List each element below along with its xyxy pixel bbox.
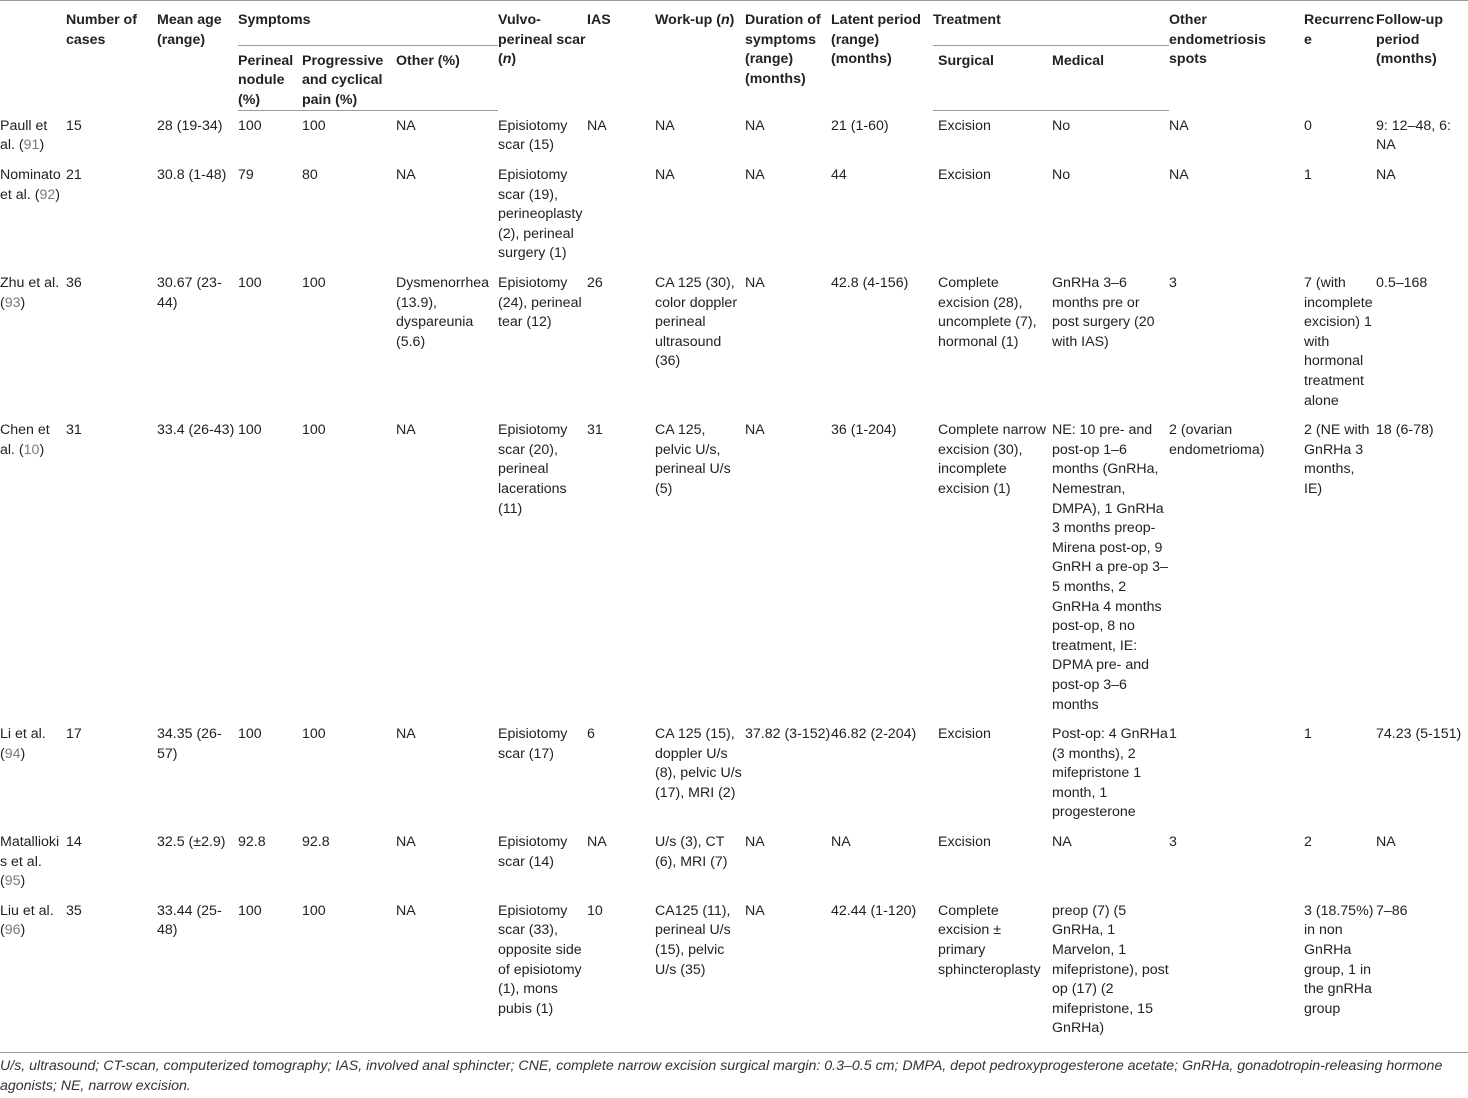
cell-nodule: 100: [238, 118, 262, 135]
cell-duration: NA: [745, 902, 765, 919]
cell-duration: NA: [745, 422, 765, 439]
cell-nodule: 92.8: [238, 834, 266, 851]
cell-scar: Episiotomy scar (20), perineal lacerations (11): [498, 422, 568, 517]
cell-medical: NE: 10 pre- and post-op 1–6 months (GnRHa, Nemestran, DMPA), 1 GnRHa 3 months preop-Mirena post-op, 9 GnRH a pre-op 3–5 months, 2 GnRHa 4 months post-op, 8 no treatment, IE: DPMA pre- and post-op 3–6 months: [1052, 422, 1168, 713]
header-other-label: Other (%): [396, 52, 460, 69]
table-row: [0, 828, 1468, 897]
cell-medical: GnRHa 3–6 months pre or post surgery (20 with IAS): [1052, 275, 1155, 350]
cell-medical: Post-op: 4 GnRHa (3 months), 2 mifepristone 1 month, 1 progesterone: [1052, 726, 1168, 821]
header-followup: [1376, 1, 1468, 111]
cell-workup: CA125 (11), perineal U/s (15), pelvic U/s (35): [655, 902, 731, 978]
header-cases: [66, 1, 152, 111]
header-pain: [302, 45, 396, 111]
header-age: [152, 1, 238, 111]
cell-surgical: Excision: [938, 167, 991, 184]
cell-followup: 0.5–168: [1376, 275, 1428, 292]
study-ref-link[interactable]: 94: [4, 745, 21, 762]
table-row: [0, 416, 1468, 720]
header-symptoms-label: Symptoms: [238, 12, 311, 28]
cell-latent: 46.82 (2-204): [831, 726, 917, 743]
cell-ias: 31: [587, 422, 603, 439]
cell-age: 30.67 (23-44): [157, 275, 222, 311]
header-medical-label: Medical: [1052, 52, 1105, 69]
cell-nodule: 100: [238, 726, 262, 743]
header-workup-label: Work-up (: [655, 12, 721, 28]
cell-followup: 18 (6-78): [1376, 422, 1434, 439]
cell-followup: 7–86: [1376, 902, 1408, 919]
cell-recurrence: 2 (NE with GnRHa 3 months, IE): [1304, 422, 1370, 497]
cell-scar: Episiotomy (24), perineal tear (12): [498, 275, 582, 331]
cell-study: Paull et al. (91): [0, 117, 48, 154]
cell-followup: NA: [1376, 834, 1396, 851]
cell-workup: CA 125 (30), color doppler perineal ultrasound (36): [655, 275, 738, 370]
cell-scar: Episiotomy scar (14): [498, 834, 568, 870]
cell-pain: 100: [302, 902, 326, 919]
cell-surgical: Complete excision ± primary sphincteroplasty: [938, 902, 1041, 978]
header-ias: [587, 1, 655, 111]
study-name: Paull et al.: [0, 117, 48, 154]
cell-recurrence: 1: [1304, 167, 1312, 184]
header-scar-label: Vulvo-perineal scar (: [498, 12, 586, 68]
study-name: Nominato et al.: [0, 167, 61, 203]
cell-pain: 100: [302, 118, 326, 135]
study-name: Li et al.: [0, 726, 46, 743]
cell-duration: NA: [745, 275, 765, 292]
header-scar: [498, 1, 587, 111]
cell-other: NA: [396, 726, 416, 743]
study-name: Chen et al.: [0, 422, 50, 458]
cell-cases: 21: [66, 167, 82, 184]
study-name: Zhu et al.: [0, 275, 60, 292]
cell-spots: [1169, 897, 1304, 1044]
cell-followup: 9: 12–48, 6: NA: [1376, 117, 1451, 154]
study-ref-link[interactable]: 92: [39, 186, 56, 203]
header-surgical: [933, 45, 1047, 111]
cell-other: NA: [396, 118, 416, 135]
cell-other: Dysmenorrhea (13.9), dyspareunia (5.6): [396, 275, 490, 350]
cell-duration: NA: [745, 167, 765, 184]
cell-recurrence: 0: [1304, 117, 1312, 134]
cell-surgical: Excision: [938, 118, 991, 135]
cell-ias: [587, 161, 655, 269]
cell-nodule: 100: [238, 422, 262, 439]
header-scar-close: ): [511, 51, 517, 68]
study-ref-link[interactable]: 93: [4, 294, 21, 311]
cell-age: 33.4 (26-43): [157, 422, 235, 439]
cell-cases: 31: [66, 422, 82, 439]
cell-other: NA: [396, 902, 416, 919]
cell-scar: Episiotomy scar (17): [498, 726, 568, 762]
study-ref-link[interactable]: 10: [23, 441, 40, 458]
cell-age: 32.5 (±2.9): [157, 834, 226, 851]
cell-latent: 42.8 (4-156): [831, 275, 909, 292]
header-ias-label: IAS: [587, 12, 611, 28]
header-workup: [655, 1, 745, 111]
cell-recurrence: 2: [1304, 834, 1312, 851]
cell-surgical: Complete narrow excision (30), incomplete excision (1): [938, 422, 1047, 497]
cell-followup: 74.23 (5-151): [1376, 726, 1462, 743]
header-workup-n: n: [720, 12, 730, 28]
cell-spots: 3: [1169, 275, 1177, 292]
cell-workup: CA 125 (15), doppler U/s (8), pelvic U/s (17), MRI (2): [655, 726, 742, 801]
header-scar-n: n: [502, 51, 512, 68]
cell-workup: NA: [655, 167, 675, 184]
cell-cases: 36: [66, 275, 82, 292]
cell-followup: NA: [1376, 167, 1396, 184]
header-latent: [831, 1, 933, 111]
study-name: Liu et al.: [0, 902, 54, 919]
cell-latent: 42.44 (1-120): [831, 902, 917, 919]
cell-spots: NA: [1169, 117, 1189, 134]
cell-study: Chen et al. (10): [0, 422, 50, 458]
cell-other: NA: [396, 834, 416, 851]
table-bottom-rule: [0, 1052, 1468, 1053]
cell-ias: 10: [587, 902, 603, 919]
header-pain-label: Progressive and cyclical pain (%): [302, 52, 384, 108]
cell-latent: 21 (1-60): [831, 117, 889, 134]
cell-spots: NA: [1169, 167, 1189, 184]
cell-nodule: 79: [238, 167, 254, 184]
cell-cases: 17: [66, 726, 82, 743]
header-cases-label: Number of cases: [66, 12, 137, 48]
cell-cases: 14: [66, 834, 82, 851]
cell-recurrence: 3 (18.75%) in non GnRHa group, 1 in the gnRHa group: [1304, 902, 1374, 1017]
header-workup-close: ): [729, 12, 735, 28]
cell-medical: No: [1052, 167, 1071, 184]
study-ref-link[interactable]: 95: [4, 873, 21, 890]
header-row-1: [0, 1, 1468, 46]
cell-nodule: 100: [238, 902, 262, 919]
cell-ias: NA: [587, 117, 607, 134]
cell-latent: 36 (1-204): [831, 422, 897, 439]
cell-latent: 44: [831, 167, 847, 184]
header-treatment-label: Treatment: [933, 12, 1001, 28]
cell-pain: 92.8: [302, 834, 330, 851]
cell-study: Matalliokis et al. (95): [0, 834, 60, 890]
cell-study: Li et al. (94): [0, 726, 46, 762]
cell-surgical: Excision: [938, 726, 991, 743]
cell-scar: Episiotomy scar (33), opposite side of episiotomy (1), mons pubis (1): [498, 902, 582, 1017]
cell-ias: NA: [587, 834, 607, 851]
cell-workup: CA 125, pelvic U/s, perineal U/s (5): [655, 422, 731, 497]
cell-pain: 80: [302, 167, 318, 184]
header-nodule-label: Perineal nodule (%): [238, 52, 294, 108]
cell-spots: 3: [1169, 834, 1177, 851]
cell-study: Liu et al. (96): [0, 902, 54, 939]
cell-workup: NA: [655, 117, 675, 134]
cell-medical: NA: [1052, 834, 1072, 851]
cell-cases: 15: [66, 117, 82, 134]
cell-latent: NA: [831, 834, 851, 851]
cell-scar: Episiotomy scar (15): [498, 117, 568, 154]
cell-pain: 100: [302, 275, 326, 292]
cell-age: 30.8 (1-48): [157, 167, 227, 184]
header-treatment: [933, 1, 1169, 46]
cell-ias: 6: [587, 726, 595, 743]
header-recurrence: [1304, 1, 1376, 111]
header-study: [0, 1, 66, 111]
cell-cases: 35: [66, 902, 82, 919]
header-other-spots-label: Other endometriosis spots: [1169, 12, 1266, 68]
header-other-spots: [1169, 1, 1304, 111]
table-row: [0, 269, 1468, 416]
cell-spots: 2 (ovarian endometrioma): [1169, 422, 1265, 458]
header-other: [396, 45, 498, 111]
cell-pain: 100: [302, 422, 326, 439]
cell-age: 33.44 (25-48): [157, 902, 222, 939]
table-row: [0, 161, 1468, 269]
header-medical: [1047, 45, 1169, 111]
cell-surgical: Excision: [938, 834, 991, 851]
header-duration-label: Duration of symptoms (range) (months): [745, 12, 821, 87]
header-nodule: [238, 45, 302, 111]
header-surgical-label: Surgical: [938, 52, 994, 69]
header-symptoms: [238, 1, 498, 46]
cell-study: Zhu et al. (93): [0, 275, 60, 311]
cell-scar: Episiotomy scar (19), perineoplasty (2), perineal surgery (1): [498, 167, 583, 262]
cell-ias: 26: [587, 275, 603, 292]
header-followup-label: Follow-up period (months): [1376, 12, 1443, 68]
cell-age: 34.35 (26-57): [157, 726, 222, 762]
table-row: [0, 111, 1468, 161]
cell-medical: No: [1052, 118, 1071, 135]
study-name: Matalliokis et al.: [0, 834, 60, 870]
header-recurrence-label: Recurrence: [1304, 12, 1375, 48]
cell-duration: NA: [745, 117, 765, 134]
cell-pain: 100: [302, 726, 326, 743]
table-row: [0, 897, 1468, 1044]
cell-duration: NA: [745, 834, 765, 851]
table-footnote: U/s, ultrasound; CT-scan, computerized tomography; IAS, involved anal sphincter; CNE, complete narrow excision surgical margin: 0.3–0.5 cm; DMPA, depot pedroxyprogesterone acetate; GnRHa, gonadotropin-releasing hormone agonists; NE, narrow excision.: [0, 1058, 1443, 1094]
table-row: [0, 720, 1468, 828]
cell-other: NA: [396, 422, 416, 439]
cell-nodule: 100: [238, 275, 262, 292]
header-age-label: Mean age (range): [157, 12, 222, 48]
cell-workup: U/s (3), CT (6), MRI (7): [655, 834, 728, 870]
study-ref-link[interactable]: 91: [23, 137, 40, 154]
cell-study: Nominato et al. (92): [0, 167, 61, 203]
header-latent-label: Latent period (range) (months): [831, 12, 921, 68]
cell-other: NA: [396, 167, 416, 184]
cell-age: 28 (19-34): [157, 117, 223, 134]
cell-spots: 1: [1169, 726, 1177, 743]
cell-recurrence: 7 (with incomplete excision) 1 with hormonal treatment alone: [1304, 275, 1373, 409]
header-duration: [745, 1, 831, 111]
cell-duration: 37.82 (3-152): [745, 726, 831, 743]
cell-surgical: Complete excision (28), uncomplete (7), hormonal (1): [938, 275, 1037, 350]
study-ref-link[interactable]: 96: [4, 922, 21, 939]
cell-medical: preop (7) (5 GnRHa, 1 Marvelon, 1 mifepristone), post op (17) (2 mifepristone, 15 GnRHa): [1052, 902, 1169, 1037]
cell-recurrence: 1: [1304, 726, 1312, 743]
